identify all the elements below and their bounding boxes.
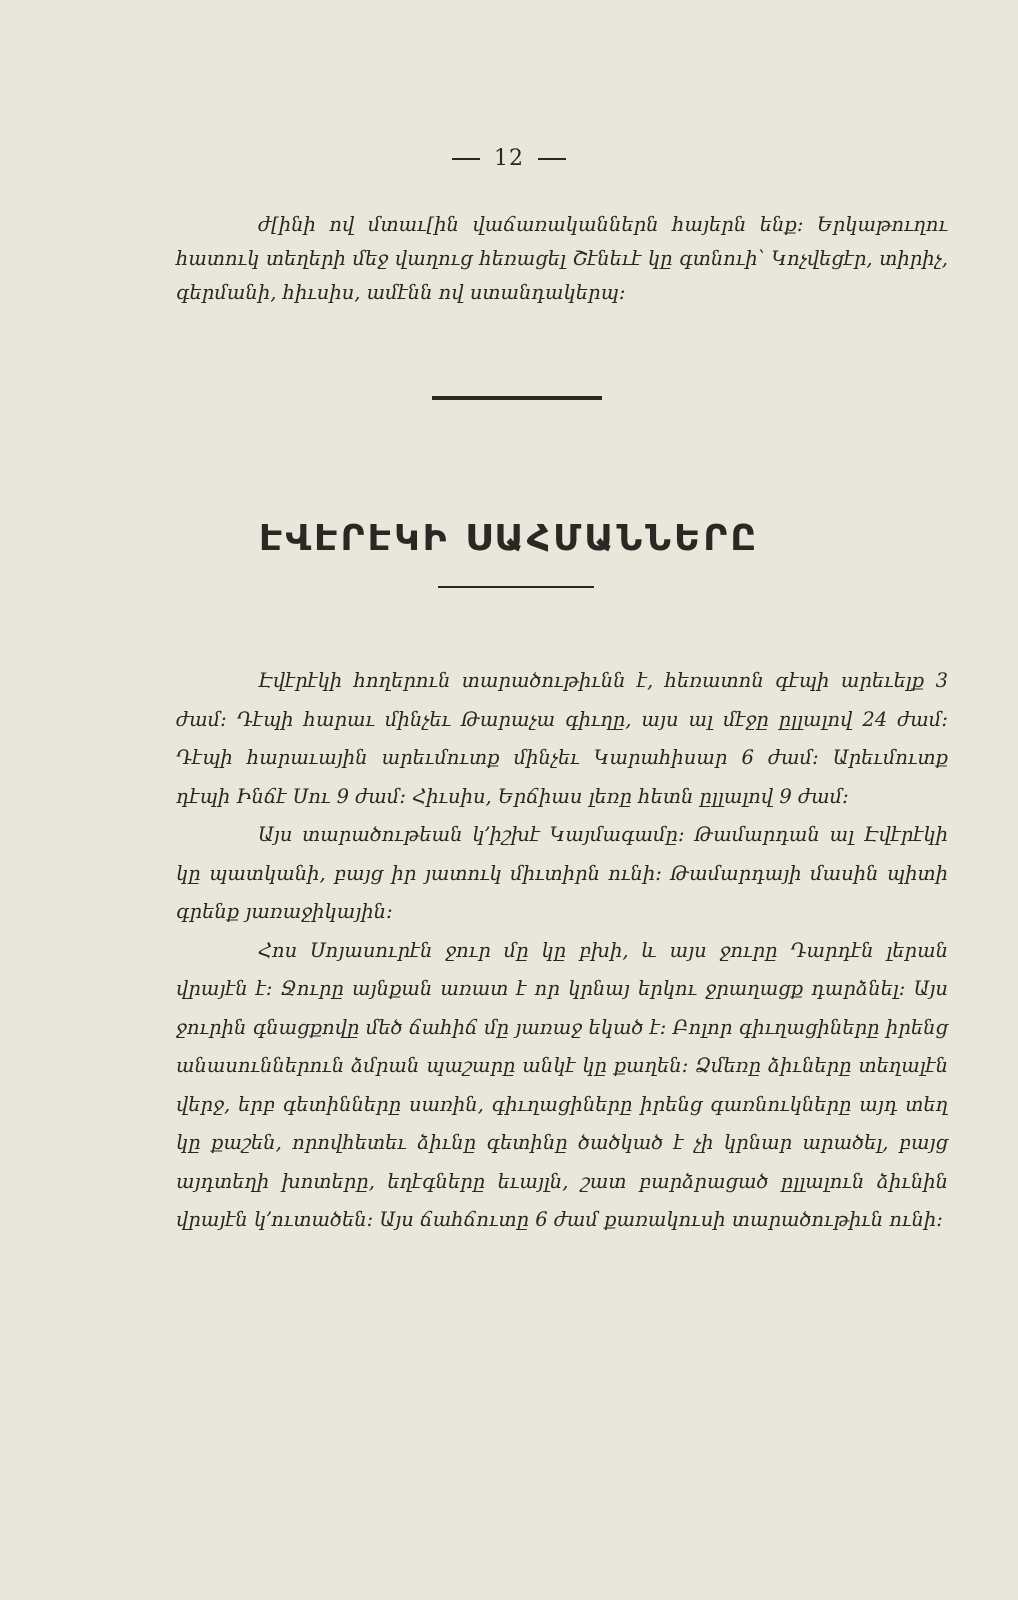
body-text: [176, 662, 948, 1240]
body-paragraph-1: Էվէրէկի հողերուն տարածութիւնն է, հեռատոն գէպի արեւելք 3 ժամ։ Դէպի հարաւ մինչեւ Թարաչա գիւղը, այս ալ մէջը ըլլալով 24 ժամ։ Դէպի հարաւային արեւմուտք մինչեւ Կարահիսար 6 ժամ։ Արեւմուտք դէպի Ինճէ Սու 9 ժամ։ Հիւսիս, Երճիաս լեռը հետն ըլլալով 9 ժամ։: [176, 669, 948, 808]
intro-paragraph: ժ[ինի ով մտաւ[ին վաճառականներն հայերն ենք։ Երկաթուղու հատուկ տեղերի մեջ վաղուց հեռացել Շէնեւէ կը գտնուի՝ Կոչվեցէր, տիրիչ, գերմանի, հիւսիս, ամէնն ով ստանդակերպ։: [176, 213, 948, 304]
title-underline: [438, 586, 594, 588]
body-paragraph-2: Այս տարածութեան կ՚իշխէ Կայմագամը։ Թամարդան ալ Էվէրէկի կը պատկանի, բայց իր յատուկ միւտիրն ունի։ Թամարդայի մասին պիտի գրենք յառաջիկային։: [176, 823, 948, 923]
body-paragraph-3: Հոս Սոյասուրէն ջուր մը կը բխի, և այս ջուրը Դարդէն լերան վրայէն է։ Ջուրը այնքան առատ է որ կրնայ երկու ջրաղացք դարձնել։ Այս ջուրին գնացքովը մեծ ճահիճ մը յառաջ եկած է։ Բոլոր գիւղացիները իրենց անասուններուն ձմրան պաշարը անկէ կը քաղեն։ Ձմեռը ձիւները տեղալէն վերջ, երբ գետինները սառին, գիւղացիները իրենց գառնուկները այդ տեղ կը քաշեն, որովհետեւ ձիւնը գետինը ծածկած է չի կրնար արածել, բայց այդտեղի խոտերը, եղէգները եւայլն, շատ բարձրացած ըլլալուն ձիւնին վրայէն կ՚ուտածեն։ Այս ճահճուտը 6 ժամ քառակուսի տարածութիւն ունի։: [176, 938, 948, 1231]
section-divider: [432, 396, 602, 400]
intro-block: [176, 208, 948, 310]
chapter-title: ԷՎԷՐԷԿԻ ՍԱՀՄԱՆՆԵՐԸ: [258, 518, 760, 559]
left-dash: [452, 158, 480, 160]
page-number-text: 12: [494, 146, 524, 171]
page-number: [0, 146, 1018, 171]
right-dash: [538, 158, 566, 160]
